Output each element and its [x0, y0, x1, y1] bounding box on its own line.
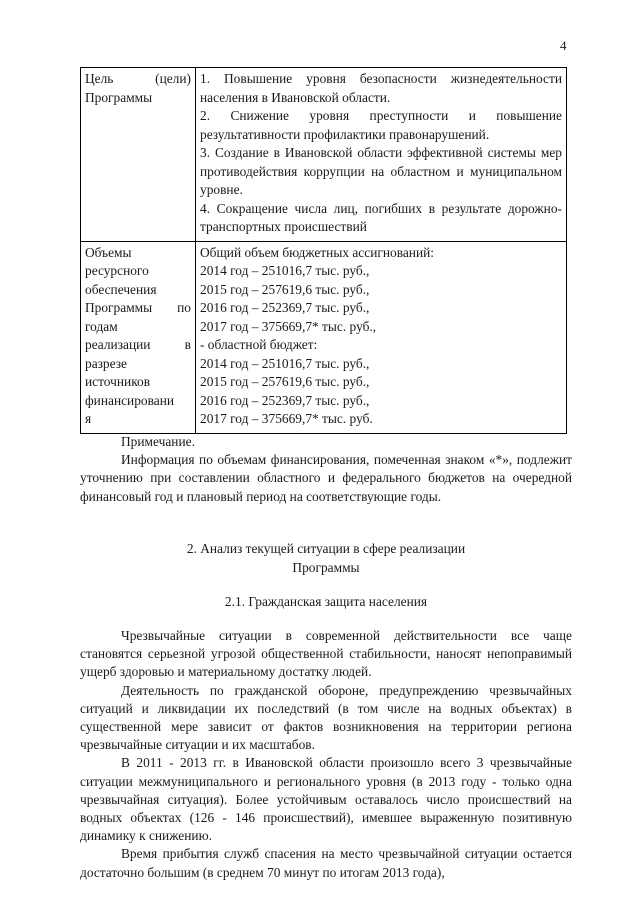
funding-line: 2017 год – 375669,7* тыс. руб. — [200, 411, 373, 426]
funding-label-cell — [81, 241, 196, 433]
funding-label-line: ресурсного — [85, 263, 149, 278]
funding-line: 2015 год – 257619,6 тыс. руб., — [200, 374, 370, 389]
note-block — [80, 433, 572, 506]
funding-label-line: я — [85, 411, 92, 426]
funding-label-line: годам — [85, 318, 118, 334]
subsection-heading: 2.1. Гражданская защита населения — [224, 594, 428, 609]
section-heading-line: 2. Анализ текущей ситуации в сфере реализации — [186, 541, 466, 556]
funding-line: - областной бюджет: — [200, 337, 318, 352]
funding-line: 2017 год – 375669,7* тыс. руб., — [200, 318, 377, 334]
body-paragraph: Чрезвычайные ситуации в современной действительности все чаще становятся серьезной угрозой общественной стабильности, наносят непоправимый ущерб здоровью и материальному достатку людей. — [80, 628, 572, 680]
funding-line: Общий объем бюджетных ассигнований: — [200, 244, 435, 260]
funding-label-line: разрезе — [85, 355, 127, 371]
page-number: 4 — [560, 38, 567, 53]
funding-label-line: источников — [85, 374, 151, 389]
section-heading — [80, 540, 572, 577]
body-text — [80, 627, 572, 882]
note-text: Информация по объемам финансирования, помеченная знаком «*», подлежит уточнению при составлении областного и федерального бюджетов на очередной финансовый год и плановый период на соответствующие годы. — [80, 452, 572, 504]
funding-content-cell — [196, 241, 567, 433]
funding-label-line: Объемы — [85, 244, 132, 260]
funding-label-line: Программы по — [85, 300, 191, 315]
goal-content-cell — [196, 68, 567, 242]
funding-line: 2016 год – 252369,7 тыс. руб., — [200, 300, 370, 315]
section-heading-line: Программы — [292, 559, 360, 575]
funding-line: 2016 год – 252369,7 тыс. руб., — [200, 392, 370, 408]
funding-label-line: финансировани — [85, 392, 175, 408]
funding-label-line: обеспечения — [85, 281, 157, 297]
funding-row — [81, 241, 567, 433]
goal-item: 1. Повышение уровня безопасности жизнедеятельности населения в Ивановской области. — [200, 71, 562, 105]
body-paragraph: Деятельность по гражданской обороне, предупреждению чрезвычайных ситуаций и ликвидации их последствий (в том числе на водных объектах) в существенной мере зависит от фактов возникновения на территории региона чрезвычайные ситуации и их масштабов. — [80, 682, 572, 753]
goal-item: 4. Сокращение числа лиц, погибших в результате дорожно-транспортных происшествий — [200, 200, 562, 234]
goal-row — [81, 68, 567, 242]
funding-label-line: реализации в — [85, 337, 191, 352]
goal-label-line: Программы — [85, 89, 153, 105]
goal-label-cell — [81, 68, 196, 242]
body-paragraph: Время прибытия служб спасения на место чрезвычайной ситуации остается достаточно большим (в среднем 70 минут по итогам 2013 года), — [80, 846, 572, 880]
funding-line: 2015 год – 257619,6 тыс. руб., — [200, 281, 370, 297]
body-paragraph: В 2011 - 2013 гг. в Ивановской области произошло всего 3 чрезвычайные ситуации межмуниципального и регионального уровня (в 2013 году - только одна чрезвычайная ситуация). Более устойчивым оставалось число происшествий на водных объектах (126 - 146 происшествий), имевшее выраженную позитивную динамику к снижению. — [80, 755, 572, 844]
goal-item: 3. Создание в Ивановской области эффективной системы мер противодействия коррупции на областном и муниципальном уровне. — [200, 145, 562, 197]
program-passport-table — [80, 67, 567, 434]
goal-item: 2. Снижение уровня преступности и повышение результативности профилактики правонарушений. — [200, 108, 562, 142]
note-title: Примечание. — [121, 434, 195, 449]
goal-label-line: Цель (цели) — [85, 71, 191, 86]
funding-line: 2014 год – 251016,7 тыс. руб., — [200, 355, 370, 371]
funding-line: 2014 год – 251016,7 тыс. руб., — [200, 263, 370, 278]
